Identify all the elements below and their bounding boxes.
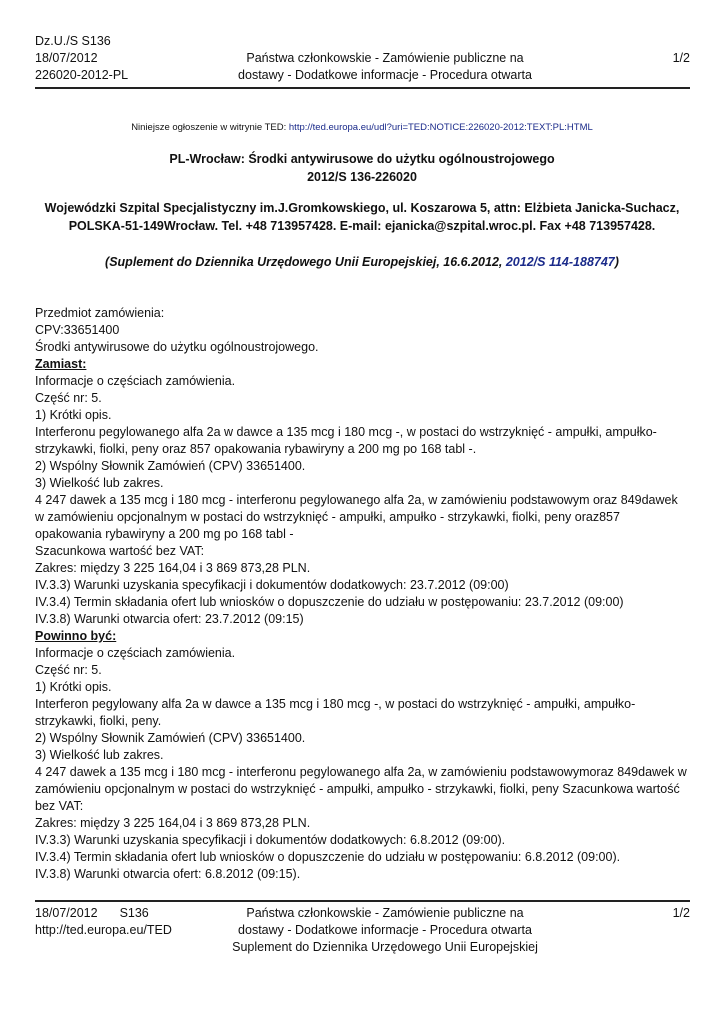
publication-date: 18/07/2012 [35,51,98,65]
notice-title [0,150,724,186]
shouldbe-line: IV.3.4) Termin składania ofert lub wniosków o dopuszczenie do udziału w postępowaniu: 6.8.2012 (09:00). [35,850,621,864]
subject-description: Środki antywirusowe do użytku ogólnoustrojowego. [35,340,319,354]
instead-line: Zakres: między 3 225 164,04 i 3 869 873,28 PLN. [35,561,311,575]
notice-title-line: PL-Wrocław: Środki antywirusowe do użytku ogólnoustrojowego [169,152,555,166]
contracting-authority [40,199,684,235]
footer-date: 18/07/2012 [35,906,98,920]
footer-url[interactable]: http://ted.europa.eu/TED [35,923,172,937]
footer-page-number: 1/2 [672,906,690,920]
instead-line: 3) Wielkość lub zakres. [35,476,164,490]
shouldbe-line: IV.3.3) Warunki uzyskania specyfikacji i dokumentów dodatkowych: 6.8.2012 (09:00). [35,833,506,847]
supplement-reference [0,253,724,271]
notice-body [35,305,690,883]
shouldbe-line: Informacje o częściach zamówienia. [35,646,236,660]
header-title-line: dostawy - Dodatkowe informacje - Procedura otwarta [238,68,532,82]
notice-link[interactable]: http://ted.europa.eu/udl?uri=TED:NOTICE:226020-2012:TEXT:PL:HTML [288,122,593,133]
header-left [35,33,128,84]
instead-line: IV.3.8) Warunki otwarcia ofert: 23.7.2012 (09:15) [35,612,304,626]
footer-title [220,905,550,956]
shouldbe-line: Część nr: 5. [35,663,102,677]
page-header [35,33,690,89]
instead-section [35,373,690,628]
subject-label: Przedmiot zamówienia: [35,306,165,320]
instead-line: 1) Krótki opis. [35,408,112,422]
footer-code: S136 [119,906,149,920]
instead-line: IV.3.3) Warunki uzyskania specyfikacji i dokumentów dodatkowych: 23.7.2012 (09:00) [35,578,509,592]
instead-line: IV.3.4) Termin składania ofert lub wniosków o dopuszczenie do udziału w postępowaniu: 23.7.2012 (09:00) [35,595,624,609]
footer-title-line: dostawy - Dodatkowe informacje - Procedura otwarta [238,923,532,937]
journal-reference: Dz.U./S S136 [35,34,111,48]
instead-line: Szacunkowa wartość bez VAT: [35,544,205,558]
instead-line: 4 247 dawek a 135 mcg i 180 mcg - interferonu pegylowanego alfa 2a, w zamówieniu podstawowym oraz 849dawek w zamówieniu opcjonalnym w postaci do wstrzyknięć - ampułki, ampułko - strzykawki, fiolki, peny oraz857 opakowania rybawiryny a 200 mg po 168 tabl - [35,493,678,541]
notice-prefix: Niniejsze ogłoszenie w witrynie TED: [131,122,289,133]
header-title-line: Państwa członkowskie - Zamówienie publiczne na [246,51,524,65]
contracting-line: POLSKA-51-149Wrocław. Tel. +48 713957428. E-mail: ejanicka@szpital.wroc.pl. Fax +48 713957428. [68,219,656,233]
instead-line: Interferonu pegylowanego alfa 2a w dawce a 135 mcg i 180 mcg -, w postaci do wstrzyknięć - ampułki, ampułko-strzykawki, fiolki, peny oraz 857 opakowania rybawiryny a 200 mg po 168 tabl -. [35,425,657,456]
contracting-line: Wojewódzki Szpital Specjalistyczny im.J.Gromkowskiego, ul. Koszarowa 5, attn: Elżbieta Janicka-Suchacz, [44,201,680,215]
footer-title-line: Suplement do Dziennika Urzędowego Unii Europejskiej [232,940,538,954]
instead-line: Część nr: 5. [35,391,102,405]
shouldbe-line: 4 247 dawek a 135 mcg i 180 mcg - interferonu pegylowanego alfa 2a, w zamówieniu podstawowymoraz 849dawek w zamówieniu opcjonalnym w postaci do wstrzyknięć - ampułki, ampułko - strzykawki, fiolki, peny Szacunkowa wartość bez VAT: [35,765,687,813]
instead-heading: Zamiast: [35,357,87,371]
instead-line: Informacje o częściach zamówienia. [35,374,236,388]
supplement-suffix: ) [614,255,619,269]
cpv-code: CPV:33651400 [35,323,120,337]
shouldbe-line: 3) Wielkość lub zakres. [35,748,164,762]
instead-line: 2) Wspólny Słownik Zamówień (CPV) 33651400. [35,459,306,473]
footer-left [35,905,172,939]
page-number: 1/2 [672,51,690,65]
shouldbe-line: 1) Krótki opis. [35,680,112,694]
footer-title-line: Państwa członkowskie - Zamówienie publiczne na [246,906,524,920]
header-title [220,50,550,84]
shouldbe-line: 2) Wspólny Słownik Zamówień (CPV) 33651400. [35,731,306,745]
supplement-link[interactable]: 2012/S 114-188747 [505,255,615,269]
shouldbe-line: Zakres: między 3 225 164,04 i 3 869 873,28 PLN. [35,816,311,830]
shouldbe-section [35,645,690,883]
ted-notice [0,121,724,134]
shouldbe-line: Interferon pegylowany alfa 2a w dawce a 135 mcg i 180 mcg -, w postaci do wstrzyknięć - ampułki, ampułko- strzykawki, fiolki, peny. [35,697,636,728]
page-footer [35,900,690,962]
supplement-prefix: (Suplement do Dziennika Urzędowego Unii Europejskiej, 16.6.2012, [105,255,506,269]
shouldbe-line: IV.3.8) Warunki otwarcia ofert: 6.8.2012 (09:15). [35,867,301,881]
shouldbe-heading: Powinno być: [35,629,117,643]
notice-id: 2012/S 136-226020 [307,170,417,184]
notice-number: 226020-2012-PL [35,68,129,82]
